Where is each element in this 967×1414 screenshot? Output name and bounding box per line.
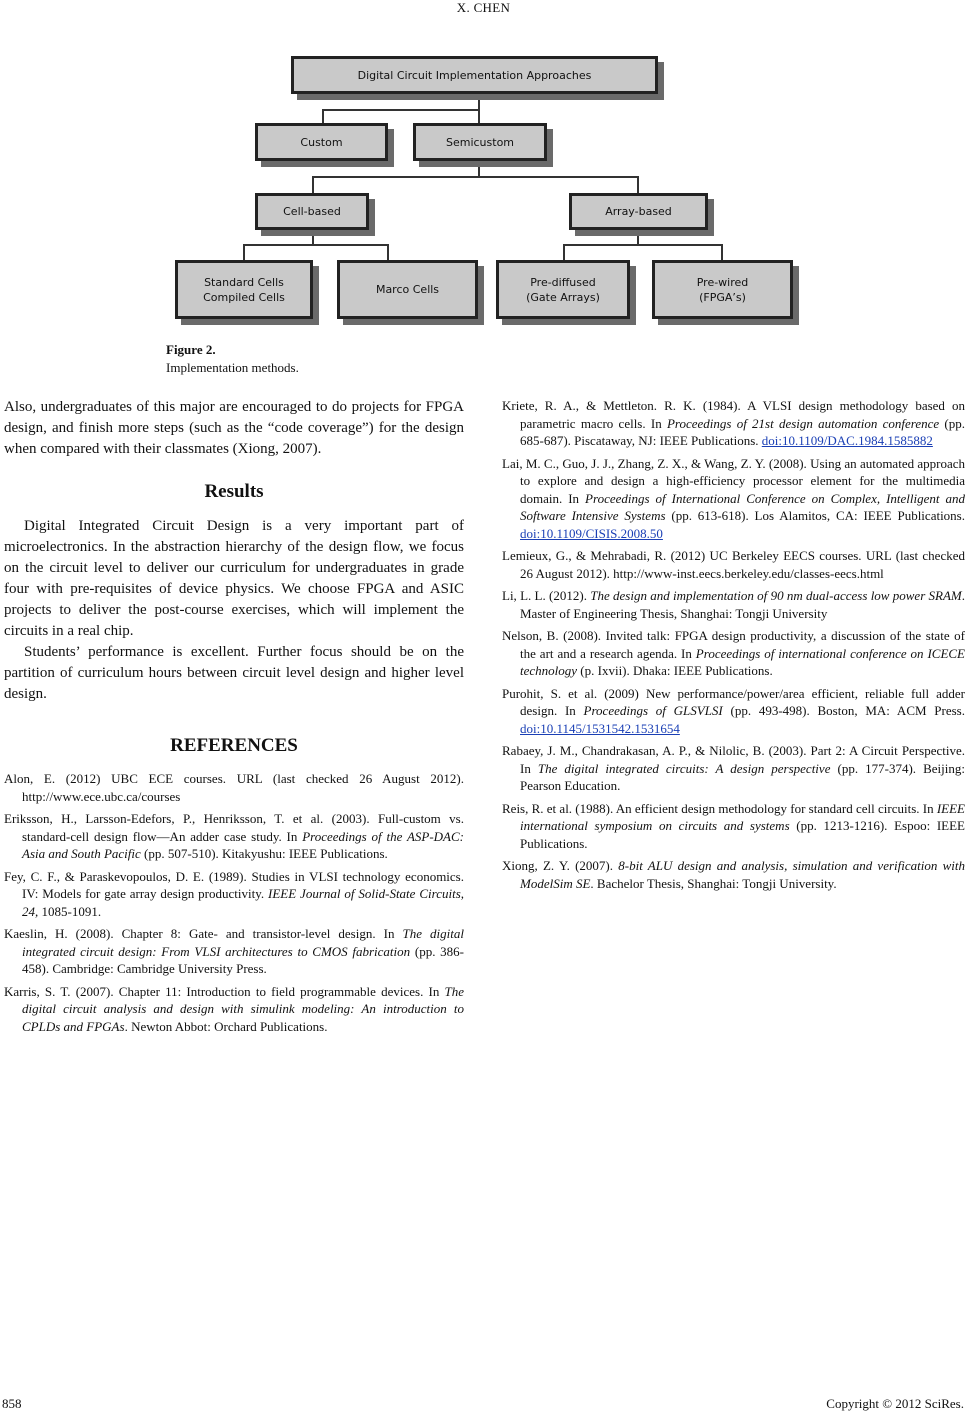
- reference-entry: [4, 868, 464, 921]
- reference-entry: [502, 627, 965, 680]
- connector: [721, 244, 723, 260]
- references-heading: REFERENCES: [170, 735, 298, 756]
- reference-entry: [502, 397, 965, 450]
- connector: [322, 109, 324, 123]
- connector: [563, 244, 723, 246]
- node-pre-diffused: Pre-diffused (Gate Arrays): [496, 260, 630, 319]
- reference-title: The digital integrated circuits: A design perspective: [537, 760, 831, 776]
- reference-text: . Newton Abbot: Orchard Publications.: [124, 1018, 328, 1034]
- reference-title: Proceedings of International Conference on Complex, Intelligent and Software Intensive Systems: [520, 490, 965, 523]
- intro-paragraph: Also, undergraduates of this major are encouraged to do projects for FPGA design, and finish more steps (such as the “code coverage”) for the design when compared with their classmates (Xiong, 2007).: [4, 399, 464, 457]
- connector: [312, 176, 639, 178]
- figure-label: Figure 2.: [166, 342, 216, 357]
- reference-entry: [4, 810, 464, 863]
- doi-link[interactable]: doi:10.1109/CISIS.2008.50: [520, 525, 663, 541]
- reference-text: (pp. 507-510). Kitakyushu: IEEE Publications.: [140, 846, 388, 861]
- reference-text: . Bachelor Thesis, Shanghai: Tongji University.: [590, 875, 837, 891]
- reference-text: Lemieux, G., & Mehrabadi, R. (2012) UC Berkeley EECS courses. URL (last checked 26 August 2012). http://www-inst.eecs.berkeley.edu/classes-eecs.html: [502, 548, 965, 581]
- reference-text: (pp. 1213-1216). Espoo: IEEE Publications.: [520, 818, 965, 851]
- reference-text: Purohit, S. et al. (2009) New performance/power/area efficient, reliable full adder design. In: [502, 685, 965, 718]
- reference-text: (p. Ixvii). Dhaka: IEEE Publications.: [577, 663, 773, 678]
- reference-text: Kaeslin, H. (2008). Chapter 8: Gate- and transistor-level design. In: [4, 926, 403, 941]
- references-list-right: [502, 397, 965, 892]
- reference-entry: [4, 925, 464, 978]
- implementation-methods-diagram: [0, 0, 967, 340]
- reference-entry: [502, 857, 965, 892]
- reference-entry: [4, 983, 464, 1036]
- reference-title: The digital circuit analysis and design with simulink modeling: An introduction to CPLDs and FPGAs: [22, 983, 464, 1034]
- reference-title: Proceedings of international conference on ICECE technology: [520, 645, 966, 678]
- node-pre-wired: Pre-wired (FPGA’s): [652, 260, 793, 319]
- doi-link[interactable]: doi:10.1145/1531542.1531654: [520, 720, 680, 736]
- reference-text: Karris, S. T. (2007). Chapter 11: Introduction to field programmable devices. In: [4, 983, 445, 999]
- reference-text: (pp. 177-374). Beijing: Pearson Education.: [520, 760, 965, 793]
- node-custom: Custom: [255, 123, 388, 161]
- connector: [563, 244, 565, 260]
- reference-text: Eriksson, H., Larsson-Edefors, P., Henriksson, T. et al. (2003). Full-custom vs. standard-cell design flow—An adder case study. In: [4, 811, 464, 844]
- reference-title: Proceedings of the ASP-DAC: Asia and South Pacific: [22, 828, 464, 861]
- reference-text: Kriete, R. A., & Mettleton. R. K. (1984). A VLSI design methodology based on parametric macro cells. In: [502, 398, 965, 431]
- reference-entry: [502, 587, 965, 622]
- reference-entry: [502, 800, 965, 853]
- reference-entry: [502, 742, 965, 795]
- reference-entry: [502, 685, 965, 738]
- figure-caption: [166, 341, 299, 377]
- node-semicustom: Semicustom: [413, 123, 547, 161]
- reference-text: Xiong, Z. Y. (2007).: [502, 858, 619, 873]
- reference-text: Fey, C. F., & Paraskevopoulos, D. E. (1989). Studies in VLSI technology economics. IV: Models for gate array design productivity.: [4, 868, 464, 901]
- reference-text: (pp. 386-458). Cambridge: Cambridge University Press.: [22, 943, 464, 976]
- reference-title: The design and implementation of 90 nm dual-access low power SRAM: [590, 588, 962, 603]
- reference-text: (pp. 613-618). Los Alamitos, CA: IEEE Publications.: [665, 508, 965, 523]
- reference-title: IEEE international symposium on circuits and systems: [520, 800, 965, 833]
- figure-caption-text: Implementation methods.: [166, 360, 299, 375]
- reference-text: Alon, E. (2012) UBC ECE courses. URL (last checked 26 August 2012). http://www.ece.ubc.ca/courses: [4, 771, 464, 804]
- results-heading: Results: [204, 481, 264, 502]
- reference-text: (pp. 493-498). Boston, MA: ACM Press.: [722, 703, 965, 718]
- connector: [312, 230, 314, 245]
- reference-title: Proceedings of 21st design automation conference: [666, 415, 940, 431]
- reference-text: 1085-1091.: [38, 903, 102, 919]
- node-standard-cells: Standard Cells Compiled Cells: [175, 260, 313, 319]
- connector: [637, 230, 639, 245]
- right-column: [502, 397, 965, 897]
- reference-text: Reis, R. et al. (1988). An efficient design methodology for standard cell circuits. In: [502, 800, 937, 816]
- connector: [478, 109, 480, 123]
- connector: [243, 244, 388, 246]
- results-paragraph-2: Students’ performance is excellent. Further focus should be on the partition of curriculum hours between circuit level design and higher level design.: [4, 644, 464, 702]
- results-paragraph-1: Digital Integrated Circuit Design is a very important part of microelectronics. In the abstraction hierarchy of the design flow, we focus on the circuit level to deliver our curriculum for undergraduates in grade four with pre-requisites of device physics. We choose FPGA and ASIC projects to deliver the post-course exercises, which will implement the circuits in a real chip.: [4, 518, 464, 639]
- doi-link[interactable]: doi:10.1109/DAC.1984.1585882: [761, 433, 933, 448]
- connector: [478, 94, 480, 110]
- connector: [312, 176, 314, 193]
- connector: [322, 109, 480, 111]
- node-marco-cells: Marco Cells: [337, 260, 478, 319]
- reference-title: IEEE Journal of Solid-State Circuits, 24,: [22, 886, 464, 919]
- node-root: Digital Circuit Implementation Approaches: [291, 56, 658, 94]
- node-array-based: Array-based: [569, 193, 708, 230]
- reference-entry: [502, 455, 965, 543]
- connector: [478, 161, 480, 177]
- left-column: [4, 397, 464, 1040]
- reference-title: The digital integrated circuit design: From VLSI architectures to CMOS fabrication: [22, 926, 464, 959]
- node-cell-based: Cell-based: [255, 193, 369, 230]
- running-head: X. CHEN: [456, 0, 511, 15]
- reference-text: . Master of Engineering Thesis, Shanghai: Tongji University: [520, 588, 965, 621]
- reference-title: 8-bit ALU design and analysis, simulation and verification with ModelSim SE: [520, 858, 965, 891]
- references-list-left: [4, 770, 464, 1035]
- reference-text: Li, L. L. (2012).: [502, 588, 591, 603]
- connector: [243, 244, 245, 260]
- reference-entry: [4, 770, 464, 805]
- reference-text: Lai, M. C., Guo, J. J., Zhang, Z. X., & Wang, Z. Y. (2008). Using an automated approach to explore and design a high-efficiency processor element for the multimedia domain. In: [502, 455, 965, 506]
- connector: [387, 244, 389, 260]
- reference-title: Proceedings of GLSVLSI: [583, 703, 723, 718]
- reference-text: Rabaey, J. M., Chandrakasan, A. P., & Nilolic, B. (2003). Part 2: A Circuit Perspective. In: [502, 743, 965, 776]
- reference-text: (pp. 685-687). Piscataway, NJ: IEEE Publications.: [520, 415, 965, 448]
- connector: [637, 176, 639, 193]
- copyright-notice: Copyright © 2012 SciRes.: [826, 1396, 964, 1411]
- reference-entry: [502, 547, 965, 582]
- reference-text: Nelson, B. (2008). Invited talk: FPGA design productivity, a discussion of the state of the art and a research agenda. In: [502, 628, 965, 661]
- page-number: 858: [2, 1396, 22, 1411]
